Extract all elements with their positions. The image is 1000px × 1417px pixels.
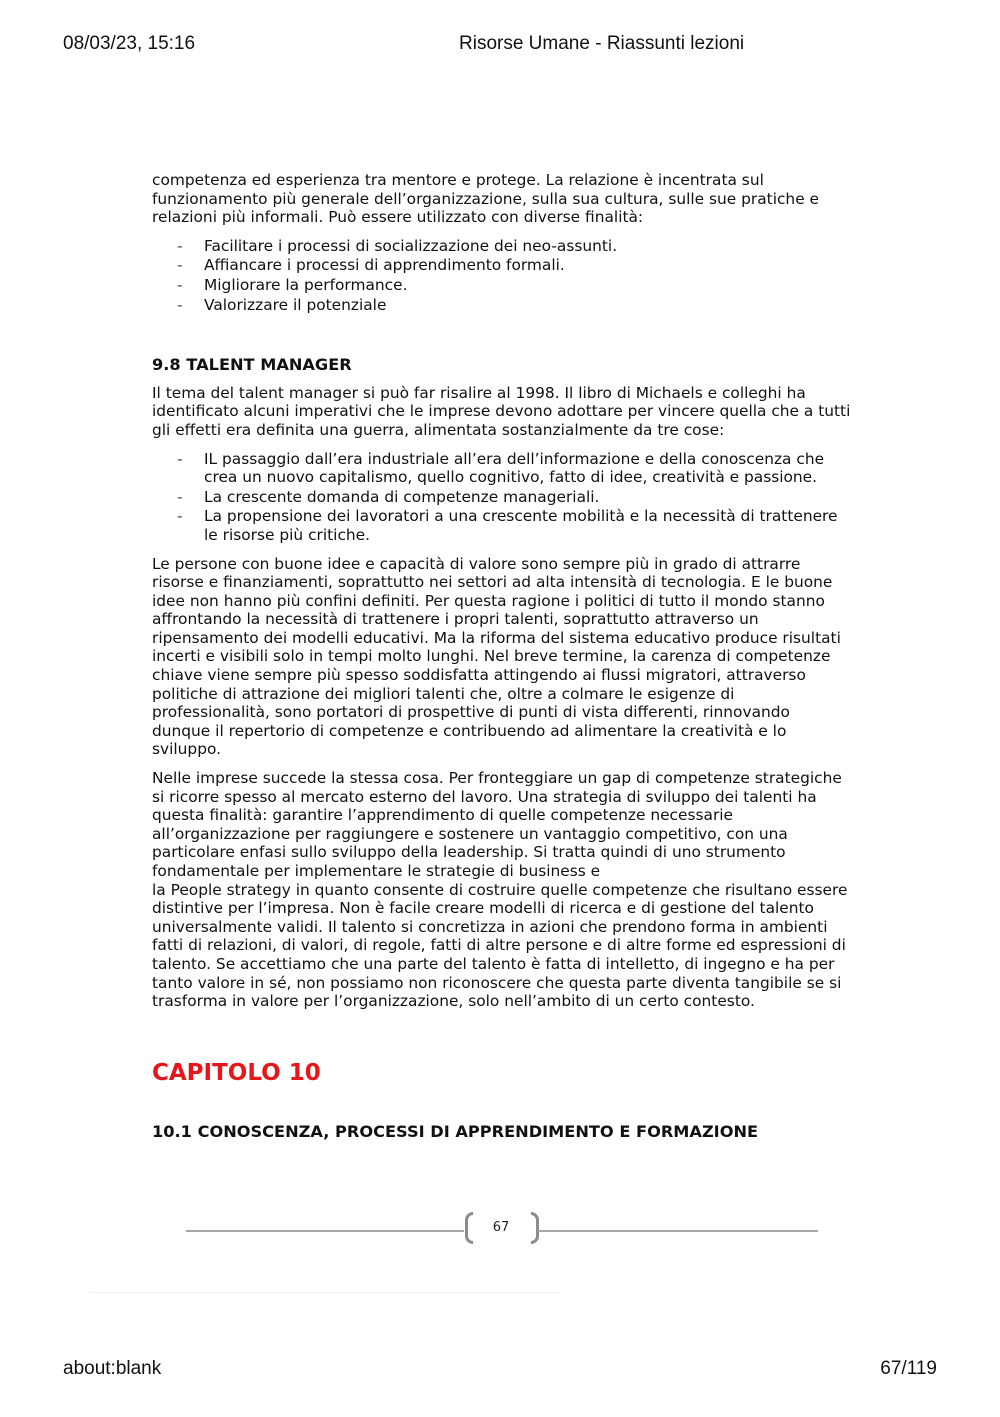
print-url: about:blank <box>63 1358 162 1379</box>
page-number: 67 <box>492 1220 510 1235</box>
section-heading-9-8: 9.8 TALENT MANAGER <box>152 355 352 375</box>
document-body <box>152 171 852 1141</box>
list-item-text: IL passaggio dall’era industriale all’era dell’informazione e della conoscenza che crea un nuovo capitalismo, quello cognitivo, fatto di idee, creatività e passione. <box>204 449 825 487</box>
bullet-dash: - <box>177 256 183 275</box>
list-item <box>152 276 852 295</box>
talent-manager-paragraph-3b: la People strategy in quanto consente di costruire quelle competenze che risultano essere distintive per l’impresa. Non è facile creare modelli di ricerca e di gestione del talento universalmente validi. Il talento si concretizza in azioni che prendono forma in ambienti fatti di relazioni, di valori, di regole, fatti di altre persone e di altre forme ed espressioni di talento. Se accettiamo che una parte del talento è fatta di intelletto, di ingegno e ha per tanto valore in sé, non possiamo non riconoscere che questa parte diventa tangibile se si trasforma in valore per l’organizzazione, solo nell’ambito di un certo contesto. <box>152 880 848 1011</box>
faint-divider <box>90 1292 560 1293</box>
spacer <box>152 1087 852 1123</box>
print-datetime: 08/03/23, 15:16 <box>63 33 196 54</box>
bullet-dash: - <box>177 236 183 255</box>
bullet-dash: - <box>177 275 183 294</box>
list-item <box>152 450 852 487</box>
talent-manager-paragraph-3a: Nelle imprese succede la stessa cosa. Per fronteggiare un gap di competenze strategiche si ricorre spesso al mercato esterno del lavoro. Una strategia di sviluppo dei talenti ha questa finalità: garantire l’apprendimento di quelle competenze necessarie all’organizzazione per raggiungere e sostenere un vantaggio competitivo, con una particolare enfasi sullo sviluppo della leadership. Si tratta quindi di uno strumento fondamentale per implementare le strategie di business e <box>152 769 842 880</box>
list-item-text: La propensione dei lavoratori a una crescente mobilità e la necessità di trattenere le risorse più critiche. <box>204 507 838 544</box>
bullet-dash: - <box>177 295 183 314</box>
list-item <box>152 507 852 544</box>
print-header <box>0 33 1000 59</box>
list-item-text: Valorizzare il potenziale <box>204 295 387 314</box>
talent-manager-paragraph-1: Il tema del talent manager si può far risalire al 1998. Il libro di Michaels e colleghi ha identificato alcuni imperativi che le imprese devono adottare per vincere quella che a tutti gli effetti era definita una guerra, alimentata sostanzialmente da tre cose: <box>152 383 851 439</box>
spacer <box>152 1021 852 1059</box>
right-bracket-icon <box>531 1212 539 1244</box>
chapter-title: CAPITOLO 10 <box>152 1059 321 1086</box>
bullet-dash: - <box>177 449 183 468</box>
intro-bullet-list <box>152 237 852 314</box>
talent-manager-bullet-list <box>152 450 852 545</box>
list-item <box>152 296 852 315</box>
left-bracket-icon <box>465 1212 473 1244</box>
page-number-ornament <box>186 1212 818 1248</box>
print-page-counter: 67/119 <box>880 1358 937 1379</box>
intro-paragraph: competenza ed esperienza tra mentore e protege. La relazione è incentrata sul funzionamento più generale dell’organizzazione, sulla sua cultura, sulle sue pratiche e relazioni più informali. Può essere utilizzato con diverse finalità: <box>152 171 820 227</box>
list-item-text: Migliorare la performance. <box>204 275 408 294</box>
section-heading-10-1: 10.1 CONOSCENZA, PROCESSI DI APPRENDIMENTO E FORMAZIONE <box>152 1121 759 1141</box>
page-number-rule-right <box>538 1230 818 1232</box>
talent-manager-paragraph-2: Le persone con buone idee e capacità di valore sono sempre più in grado di attrarre risorse e finanziamenti, soprattutto nei settori ad alta intensità di tecnologia. E le buone idee non hanno più confini definiti. Per questa ragione i politici di tutto il mondo stanno affrontando la necessità di trattenere i propri talenti, soprattutto attraverso un ripensamento dei modelli educativi. Ma la riforma del sistema educativo produce risultati incerti e visibili solo in tempi molto lunghi. Nel breve termine, la carenza di competenze chiave viene sempre più spesso soddisfatta attingendo ai flussi migratori, attraverso politiche di attrazione dei migliori talenti che, oltre a colmare le esigenze di professionalità, sono portatori di prospettive di punti di vista differenti, rinnovando dunque il repertorio di competenze e contribuendo ad alimentare la creatività e lo sviluppo. <box>152 554 841 759</box>
list-item-text: Affiancare i processi di apprendimento formali. <box>204 256 565 275</box>
print-footer <box>0 1358 1000 1384</box>
list-item <box>152 237 852 256</box>
page-number-rule-left <box>186 1230 464 1232</box>
spacer <box>152 324 852 356</box>
list-item <box>152 256 852 275</box>
list-item-text: Facilitare i processi di socializzazione dei neo-assunti. <box>204 236 618 255</box>
list-item-text: La crescente domanda di competenze manageriali. <box>204 487 600 506</box>
list-item <box>152 488 852 507</box>
bullet-dash: - <box>177 507 183 526</box>
print-document-title: Risorse Umane - Riassunti lezioni <box>459 33 745 54</box>
bullet-dash: - <box>177 487 183 506</box>
